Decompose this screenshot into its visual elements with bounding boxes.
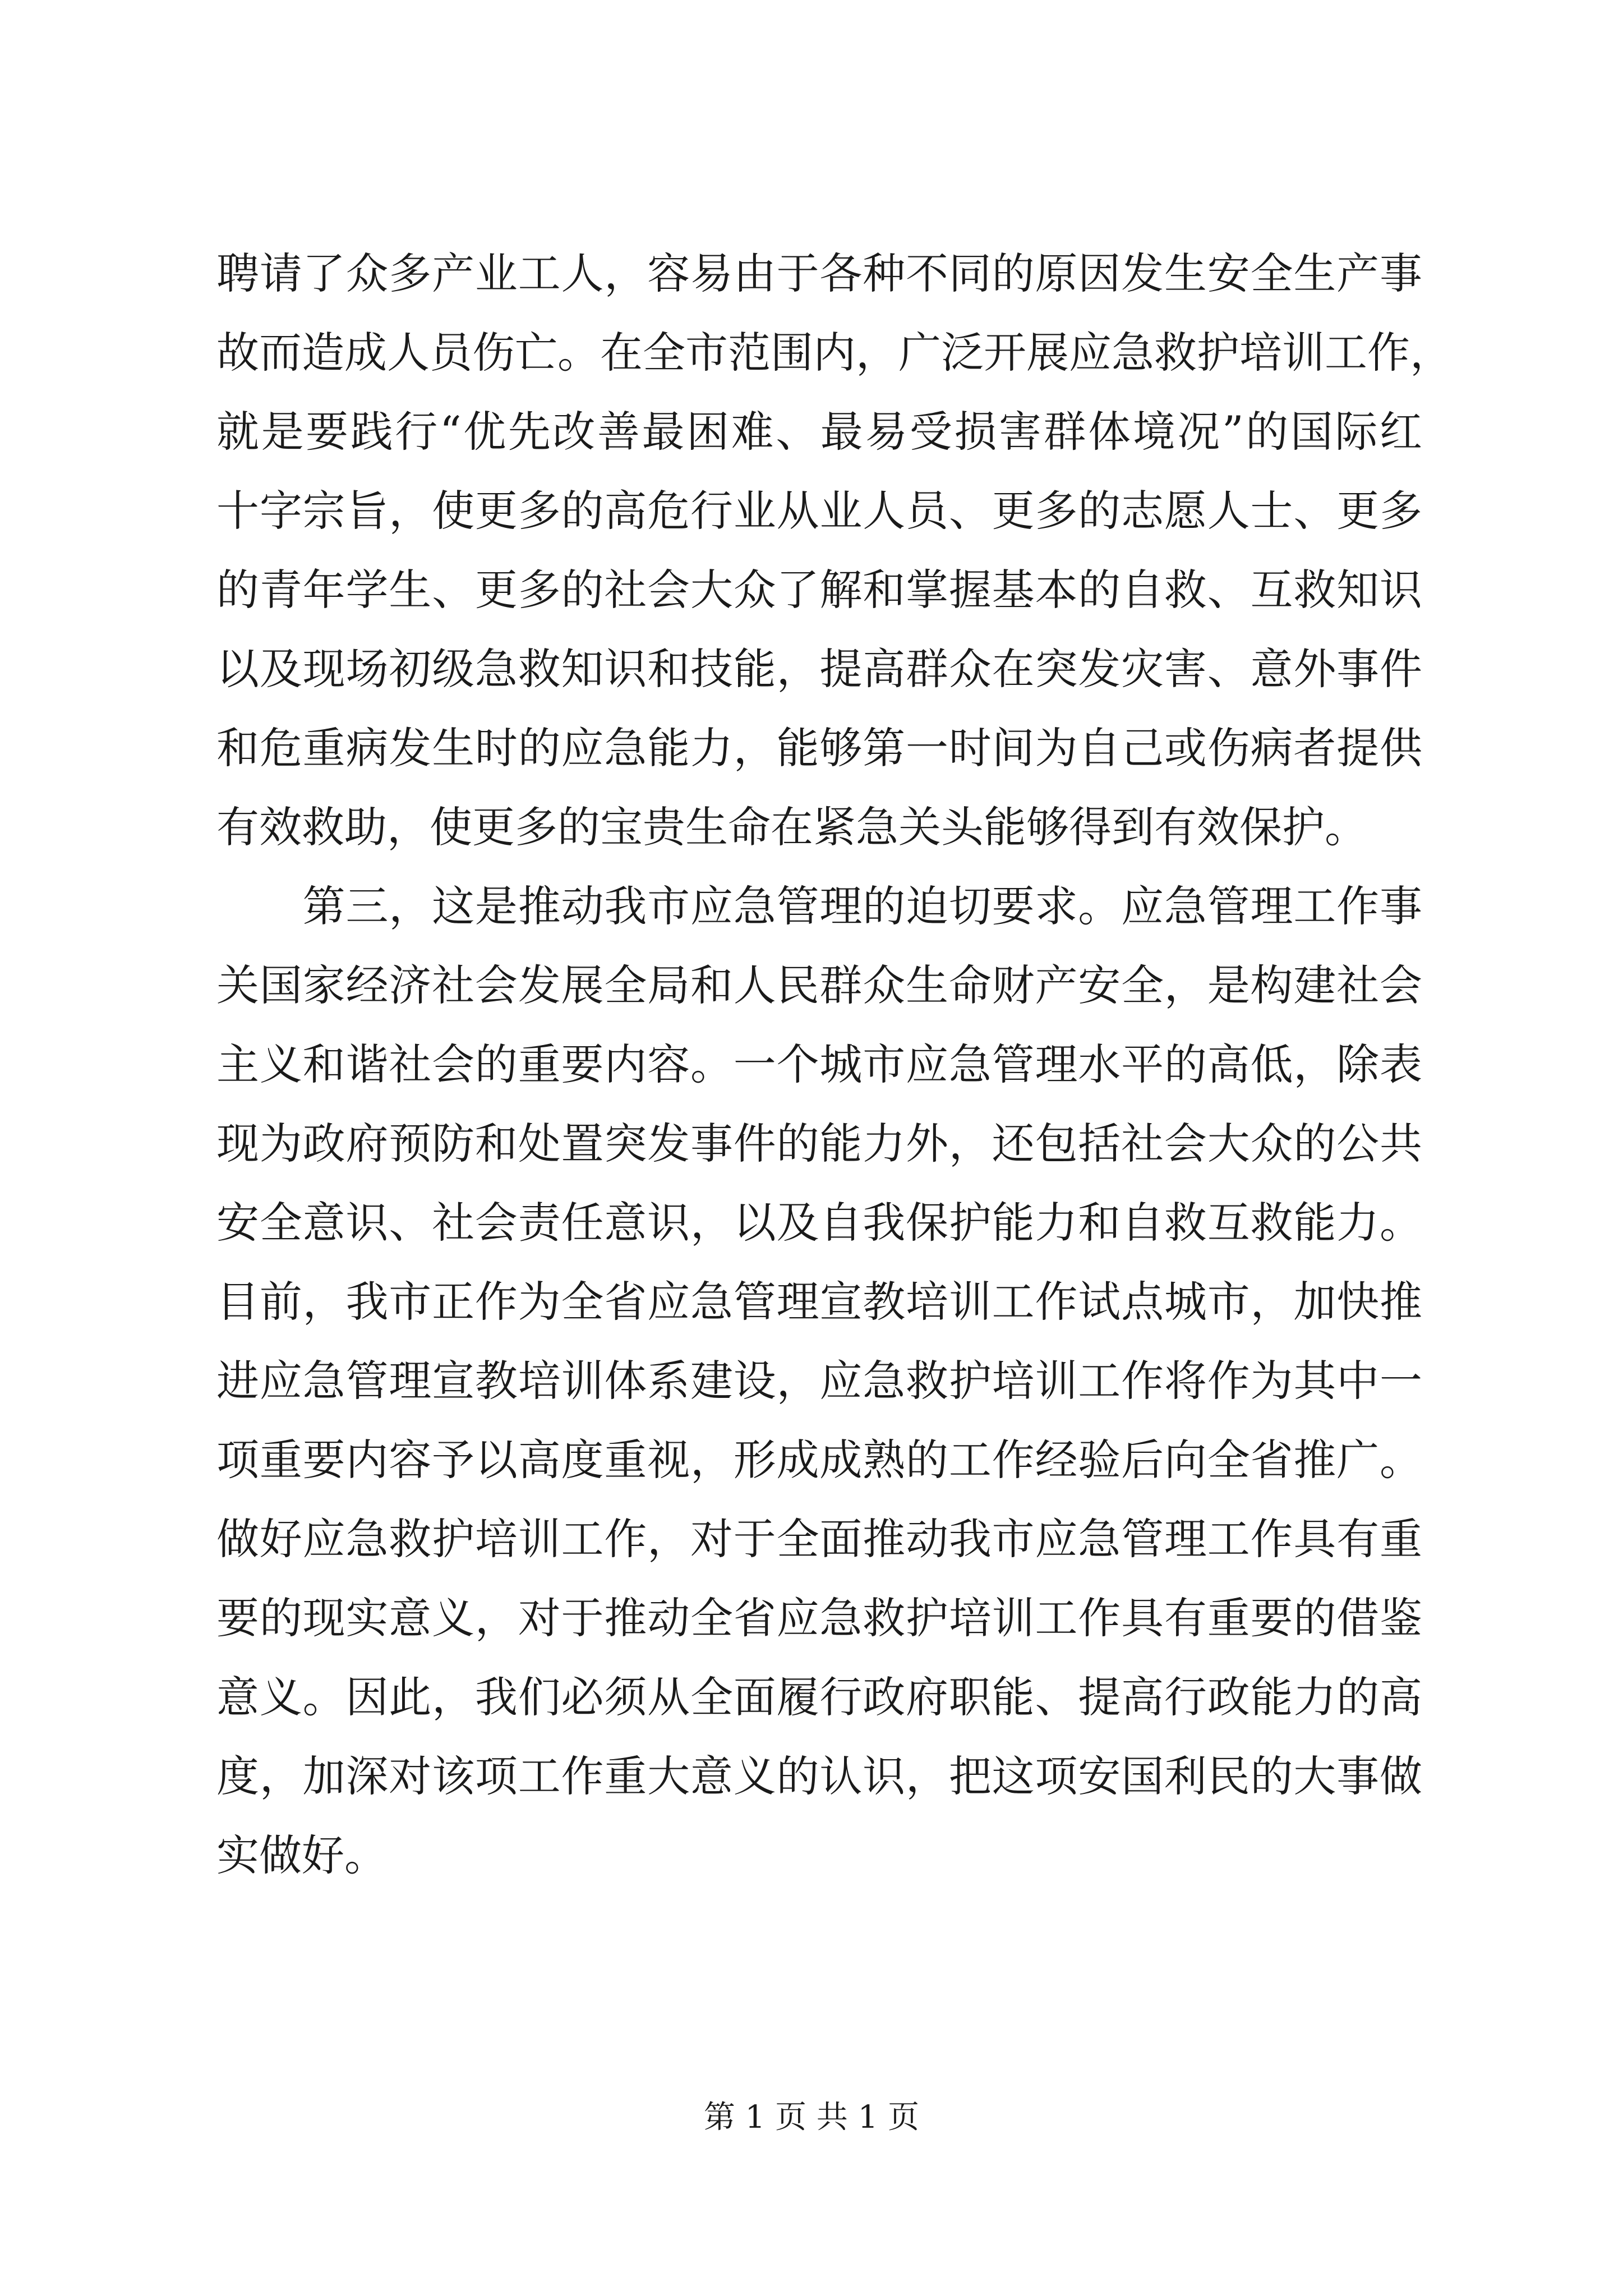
text-line: 做好应急救护培训工作，对于全面推动我市应急管理工作具有重 [216,1514,1422,1564]
text-line: 和危重病发生时的应急能力，能够第一时间为自己或伤病者提供 [216,723,1422,773]
text-line: 就是要践行“优先改善最困难、最易受损害群体境况”的国际红 [216,407,1422,457]
page-footer: 第 1 页 共 1 页 [703,2099,920,2136]
text-line: 有效救助，使更多的宝贵生命在紧急关头能够得到有效保护。 [216,802,1367,852]
text-line: 进应急管理宣教培训体系建设，应急救护培训工作将作为其中一 [216,1356,1422,1406]
text-line: 关国家经济社会发展全局和人民群众生命财产安全，是构建社会 [216,960,1422,1010]
body-text [216,247,1453,1908]
text-line: 安全意识、社会责任意识，以及自我保护能力和自救互救能力。 [216,1198,1422,1248]
text-line: 实做好。 [216,1830,387,1880]
text-line: 十字宗旨，使更多的高危行业从业人员、更多的志愿人士、更多 [216,486,1422,536]
text-line: 要的现实意义，对于推动全省应急救护培训工作具有重要的借鉴 [216,1593,1422,1643]
text-line: 度，加深对该项工作重大意义的认识，把这项安国利民的大事做 [216,1751,1422,1801]
text-line: 以及现场初级急救知识和技能，提高群众在突发灾害、意外事件 [216,644,1422,694]
text-line: 第三，这是推动我市应急管理的迫切要求。应急管理工作事 [216,881,1422,931]
text-line: 现为政府预防和处置突发事件的能力外，还包括社会大众的公共 [216,1119,1422,1168]
text-line: 的青年学生、更多的社会大众了解和掌握基本的自救、互救知识 [216,565,1422,615]
text-line: 项重要内容予以高度重视，形成成熟的工作经验后向全省推广。 [216,1435,1422,1485]
text-line: 目前，我市正作为全省应急管理宣教培训工作试点城市，加快推 [216,1277,1422,1327]
text-line: 意义。因此，我们必须从全面履行政府职能、提高行政能力的高 [216,1672,1422,1722]
text-line: 故而造成人员伤亡。在全市范围内，广泛开展应急救护培训工作， [216,328,1453,378]
text-line: 主义和谐社会的重要内容。一个城市应急管理水平的高低，除表 [216,1039,1422,1089]
text-line: 聘请了众多产业工人，容易由于各种不同的原因发生安全生产事 [216,249,1422,298]
